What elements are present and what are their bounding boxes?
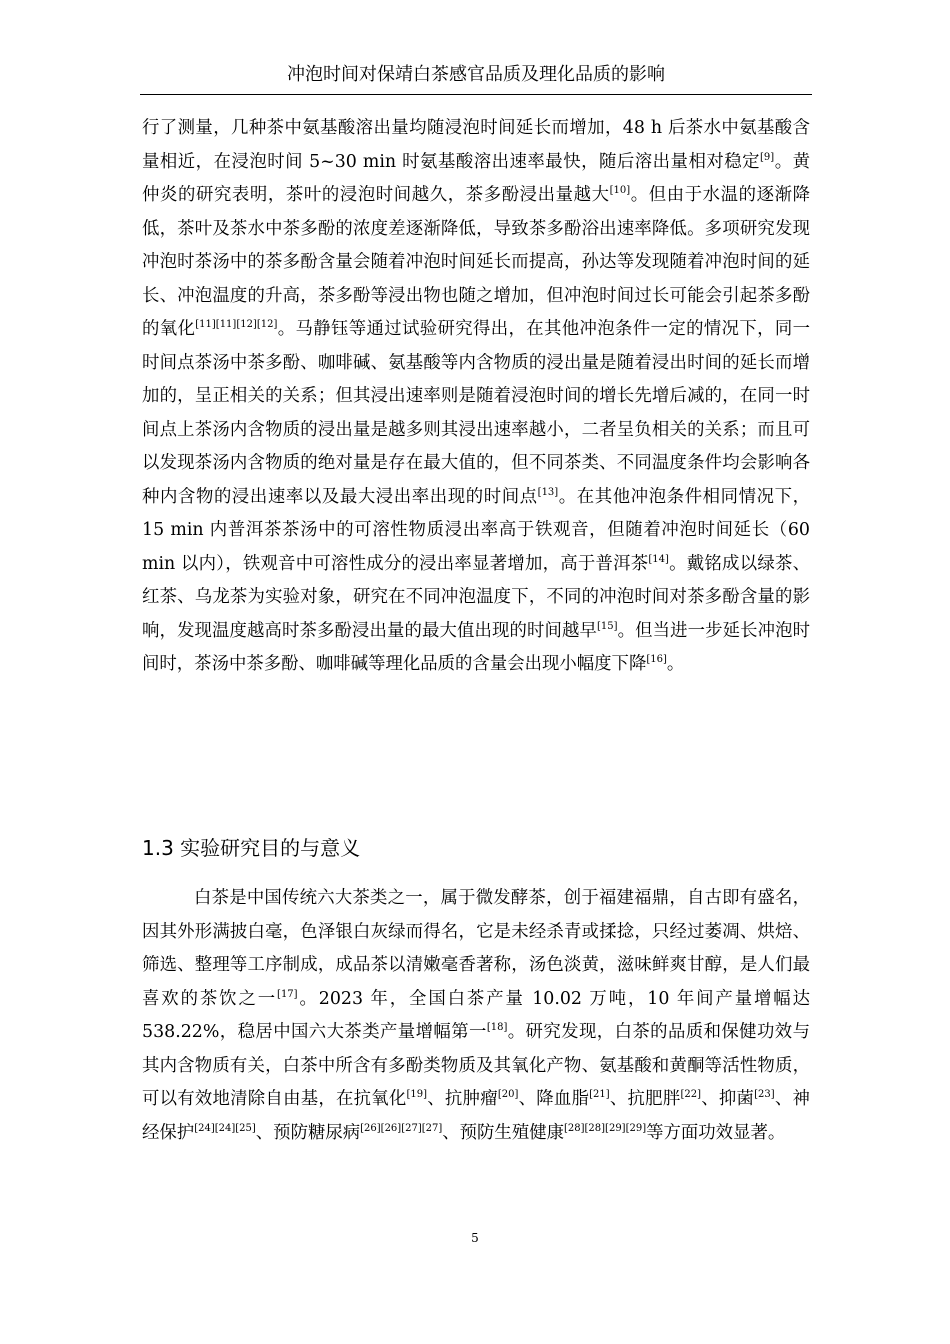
text-run: 、神经保护 [142,1089,810,1143]
text-run: 、抗肿瘤 [427,1089,498,1109]
text-run: 。但当进一步延长冲泡时间时，茶汤中茶多酚、咖啡碱等理化品质的含量会出现小幅度下降 [142,620,810,674]
text-run: 。2023 年，全国白茶产量 10.02 万吨，10 年间产量增幅达 538.22%，稳居中国六大茶类产量增幅第一 [142,988,810,1042]
citation-ref: [23] [754,1089,775,1100]
citation-ref: [15] [596,620,618,632]
text-run: 等方面功效显著。 [646,1122,786,1143]
citation-ref: [28][28][29][29] [564,1122,647,1134]
citation-ref: [14] [648,553,669,565]
text-run: 、抑菌 [700,1089,755,1109]
text-run: 、预防糖尿病 [255,1122,361,1143]
citation-ref: [19] [406,1089,428,1100]
citation-ref: [16] [646,654,667,665]
citation-ref: [17] [277,988,298,1000]
text-run: 。马静钰等通过试验研究得出，在其他冲泡条件一定的情况下，同一时间点茶汤中茶多酚、咖啡碱、氨基酸等内含物质的浸出量是随着浸出时间的延长而增加的，呈正相关的关系；但其浸出速率则是随着浸泡时间的增长先增后减的，在同一时间点上茶汤内含物质的浸出量是越多则其浸出速率越小，二者呈负相关的关系；而且可以发现茶汤内含物质的绝对量是存在最大值的，但不同茶类、不同温度条件均会影响各种内含物的浸出速率以及最大浸出率出现的时间点 [142,319,810,507]
text-run: 、降血脂 [518,1089,590,1109]
citation-ref: [13] [537,486,559,498]
body-paragraph-1 [142,112,810,682]
citation-ref: [20] [497,1089,519,1100]
citation-ref: [10] [609,185,631,196]
text-run: 。但由于水温的逐渐降低，茶叶及茶水中茶多酚的浓度差逐渐降低，导致茶多酚浴出速率降低。多项研究发现冲泡时茶汤中的茶多酚含量会随着冲泡时间延长而提高，孙达等发现随着冲泡时间的延长、冲泡温度的升高，茶多酚等浸出物也随之增加，但冲泡时间过长可能会引起茶多酚的氧化 [142,185,810,339]
citation-ref: [9] [760,151,775,163]
header-rule [140,94,812,95]
text-run: 。黄仲炎的研究表明，茶叶的浸泡时间越久，茶多酚浸出量越大 [142,151,810,205]
text-run: 、抗肥胖 [609,1089,681,1109]
citation-ref: [18] [486,1022,508,1033]
text-run: 、预防生殖健康 [442,1122,564,1143]
text-run: 。 [666,654,685,674]
text-run: 行了测量，几种茶中氨基酸溶出量均随浸泡时间延长而增加，48 h 后茶水中氨基酸含量相近，在浸泡时间 5~30 min 时氨基酸溶出速率最快，随后溶出量相对稳定 [142,118,810,172]
text-run: 。在其他冲泡条件相同情况下，15 min 内普洱茶茶汤中的可溶性物质浸出率高于铁观音，但随着冲泡时间延长（60 min 以内），铁观音中可溶性成分的浸出率显著增加，高于普洱茶 [142,486,810,574]
citation-ref: [21] [589,1089,610,1100]
text-run: 白茶是中国传统六大茶类之一，属于微发酵茶，创于福建福鼎，自古即有盛名，因其外形满披白毫，色泽银白灰绿而得名，它是未经杀青或揉捻，只经过萎凋、烘焙、筛选、整理等工序制成，成品茶以清嫩毫香著称，汤色淡黄，滋味鲜爽甘醇，是人们最喜欢的茶饮之一 [142,888,810,1009]
section-heading: 1.3 实验研究目的与意义 [142,836,361,860]
citation-ref: [24][24][25] [194,1122,256,1134]
citation-ref: [11][11][12][12] [195,319,278,330]
text-run: 。研究发现，白茶的品质和保健功效与其内含物质有关，白茶中所含有多酚类物质及其氧化产物、氨基酸和黄酮等活性物质，可以有效地清除自由基，在抗氧化 [142,1022,810,1109]
text-run: 。戴铭成以绿茶、红茶、乌龙茶为实验对象，研究在不同冲泡温度下，不同的冲泡时间对茶多酚含量的影响，发现温度越高时茶多酚浸出量的最大值出现的时间越早 [142,553,810,641]
page-number: 5 [471,1231,479,1245]
running-header: 冲泡时间对保靖白茶感官品质及理化品质的影响 [287,64,665,85]
body-paragraph-2 [142,882,810,1150]
citation-ref: [22] [680,1089,701,1100]
citation-ref: [26][26][27][27] [360,1122,443,1134]
